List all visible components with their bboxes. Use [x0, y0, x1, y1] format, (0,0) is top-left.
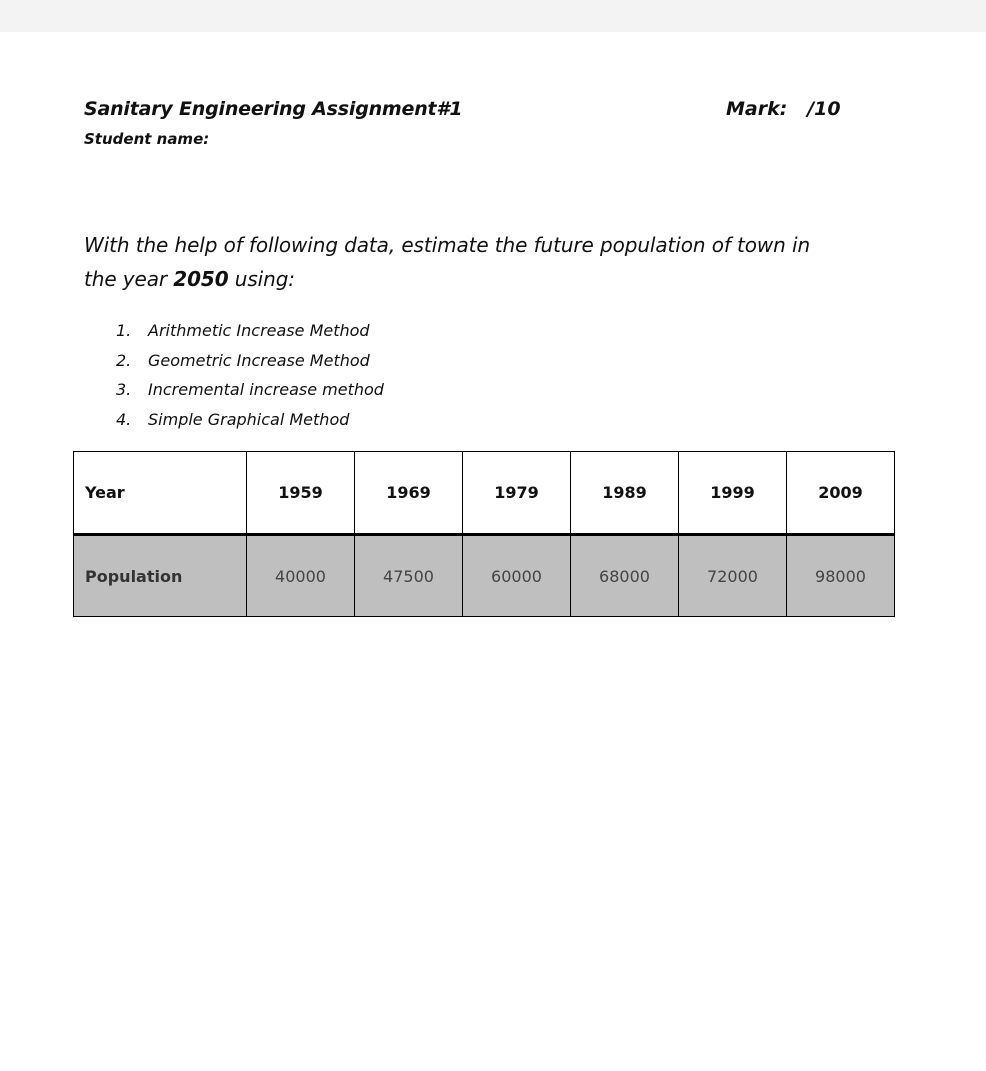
- list-item-label: Geometric Increase Method: [148, 350, 370, 370]
- year-cell: 1999: [679, 452, 787, 535]
- list-item: [116, 316, 384, 346]
- population-header-cell: Population: [74, 535, 247, 617]
- list-item-number: 4.: [116, 409, 132, 429]
- year-cell: 1969: [355, 452, 463, 535]
- question-prompt: [84, 228, 844, 296]
- list-item: [116, 375, 384, 405]
- population-cell: 40000: [247, 535, 355, 617]
- list-item-label: Incremental increase method: [148, 380, 384, 399]
- population-cell: 72000: [679, 535, 787, 617]
- population-table: [73, 451, 895, 617]
- assignment-title: Sanitary Engineering Assignment#1: [84, 98, 463, 120]
- list-item-label: Simple Graphical Method: [148, 409, 350, 429]
- list-item-label: Arithmetic Increase Method: [148, 321, 370, 340]
- population-cell: 68000: [571, 535, 679, 617]
- list-item: [116, 346, 384, 376]
- population-cell: 47500: [355, 535, 463, 617]
- year-cell: 1959: [247, 452, 355, 535]
- list-item-number: 1.: [116, 321, 132, 340]
- document-page: [0, 32, 986, 1071]
- prompt-text-before: With the help of following data, estimate the future population of town in the year: [84, 233, 811, 291]
- year-cell: 1989: [571, 452, 679, 535]
- mark-field: [726, 98, 841, 120]
- prompt-text-after: using:: [228, 267, 295, 291]
- student-name-label: Student name:: [84, 130, 210, 148]
- top-bar: [0, 0, 986, 32]
- list-item: [116, 405, 384, 435]
- year-cell: 2009: [787, 452, 895, 535]
- list-item-number: 3.: [116, 380, 132, 399]
- mark-label: Mark:: [726, 98, 788, 120]
- population-cell: 98000: [787, 535, 895, 617]
- population-cell: 60000: [463, 535, 571, 617]
- methods-list: [116, 316, 384, 434]
- table-row-years: [74, 452, 895, 535]
- mark-total: /10: [807, 98, 841, 120]
- year-cell: 1979: [463, 452, 571, 535]
- table-row-population: [74, 535, 895, 617]
- list-item-number: 2.: [116, 350, 132, 370]
- year-header-cell: Year: [74, 452, 247, 535]
- prompt-target-year: 2050: [173, 267, 229, 291]
